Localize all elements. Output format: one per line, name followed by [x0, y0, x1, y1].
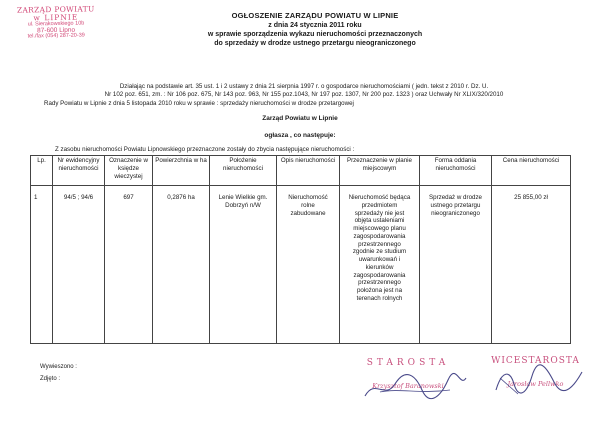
- column-header: Powierzchnia w ha: [153, 156, 210, 186]
- stamp-line: ZARZĄD POWIATU: [16, 4, 95, 15]
- stamp-name: Krzysztof Baranowski: [372, 382, 444, 390]
- stamp-line: w LIPNIE: [33, 12, 79, 23]
- issuer-heading: Zarząd Powiatu w Lipnie: [262, 115, 338, 122]
- wicestarosta-stamp: [478, 356, 593, 388]
- stamp-line: tel./fax (054) 287-20-39: [27, 32, 85, 40]
- property-table: [30, 155, 571, 344]
- table-cell: 697: [105, 186, 153, 344]
- table-cell: Sprzedaż w drodze ustnego przetargu nieograniczonego: [420, 186, 492, 344]
- stamp-name: Jarosław Pellwko: [507, 380, 564, 388]
- stamp-line: ul. Sierakowskiego 10b: [27, 20, 85, 28]
- column-header: Oznaczenie w księdze wieczystej: [105, 156, 153, 186]
- removed-date-label: Zdjęto :: [40, 376, 61, 382]
- stamp-line: 87-600 Lipno: [37, 26, 76, 34]
- column-header: Opis nieruchomości: [277, 156, 340, 186]
- column-header: Nr ewidencyjny nieruchomości: [53, 156, 105, 186]
- column-header: Położenie nieruchomości: [210, 156, 277, 186]
- table-cell: Nieruchomość rolne zabudowane: [277, 186, 340, 344]
- legal-basis-line: Nr 102 poz. 651, zm. : Nr 106 poz. 675, Nr 143 poz. 963, Nr 155 poz.1043, Nr 197 poz. 1307, Nr 200 poz. 1323 ) oraz Uchwały Nr XLIX/320/2010: [104, 91, 504, 99]
- stamp-title: WICESTAROSTA: [491, 356, 580, 366]
- office-stamp: [6, 5, 107, 41]
- column-header: Cena nieruchomości: [492, 156, 571, 186]
- table-cell: Nieruchomość będąca przedmiotem sprzedaży nie jest objęta ustaleniami miejscowego planu zagospodarowania przestrzennego zgodnie ze studium uwarunkowań i kierunków zagospodarowania przestrzennego położona jest na terenach rolnych: [340, 186, 420, 344]
- table-cell: 25 855,00 zł: [492, 186, 571, 344]
- legal-basis-line: Rady Powiatu w Lipnie z dnia 5 listopada 2010 roku w sprawie : sprzedaży nieruchomości w drodze przetargowej: [44, 99, 354, 107]
- title-date: z dnia 24 stycznia 2011 roku: [268, 21, 362, 29]
- table-cell: 1: [31, 186, 53, 344]
- posted-date-label: Wywieszono :: [40, 364, 77, 370]
- table-header-row: [31, 156, 571, 186]
- starosta-stamp: [348, 358, 468, 390]
- title-line: w sprawie sporządzenia wykazu nieruchomości przeznaczonych: [207, 30, 423, 38]
- announce-heading: ogłasza , co następuje:: [264, 132, 336, 139]
- table-cell: Lenie Wielkie gm. Dobrzyń n/W: [210, 186, 277, 344]
- stamp-title: STAROSTA: [366, 358, 450, 368]
- column-header: Przeznaczenie w planie miejscowym: [340, 156, 420, 186]
- table-cell: 94/5 ; 94/6: [53, 186, 105, 344]
- title-line: do sprzedaży w drodze ustnego przetargu nieograniczonego: [214, 39, 416, 47]
- document-title: [160, 11, 470, 48]
- table-cell: 0,2876 ha: [153, 186, 210, 344]
- table-row: [31, 186, 571, 344]
- title-line: OGŁOSZENIE ZARZĄDU POWIATU W LIPNIE: [231, 11, 399, 20]
- legal-basis-paragraph: [44, 83, 564, 108]
- column-header: Forma oddania nieruchomości: [420, 156, 492, 186]
- column-header: Lp.: [31, 156, 53, 186]
- legal-basis-line: Działając na podstawie art. 35 ust. 1 i 2 ustawy z dnia 21 sierpnia 1997 r. o gospodarce nieruchomościami ( jedn. tekst z 2010 r. Dz. U.: [119, 83, 489, 90]
- property-intro: Z zasobu nieruchomości Powiatu Lipnowskiego przeznaczone zostały do zbycia następujące nieruchomości :: [55, 146, 355, 153]
